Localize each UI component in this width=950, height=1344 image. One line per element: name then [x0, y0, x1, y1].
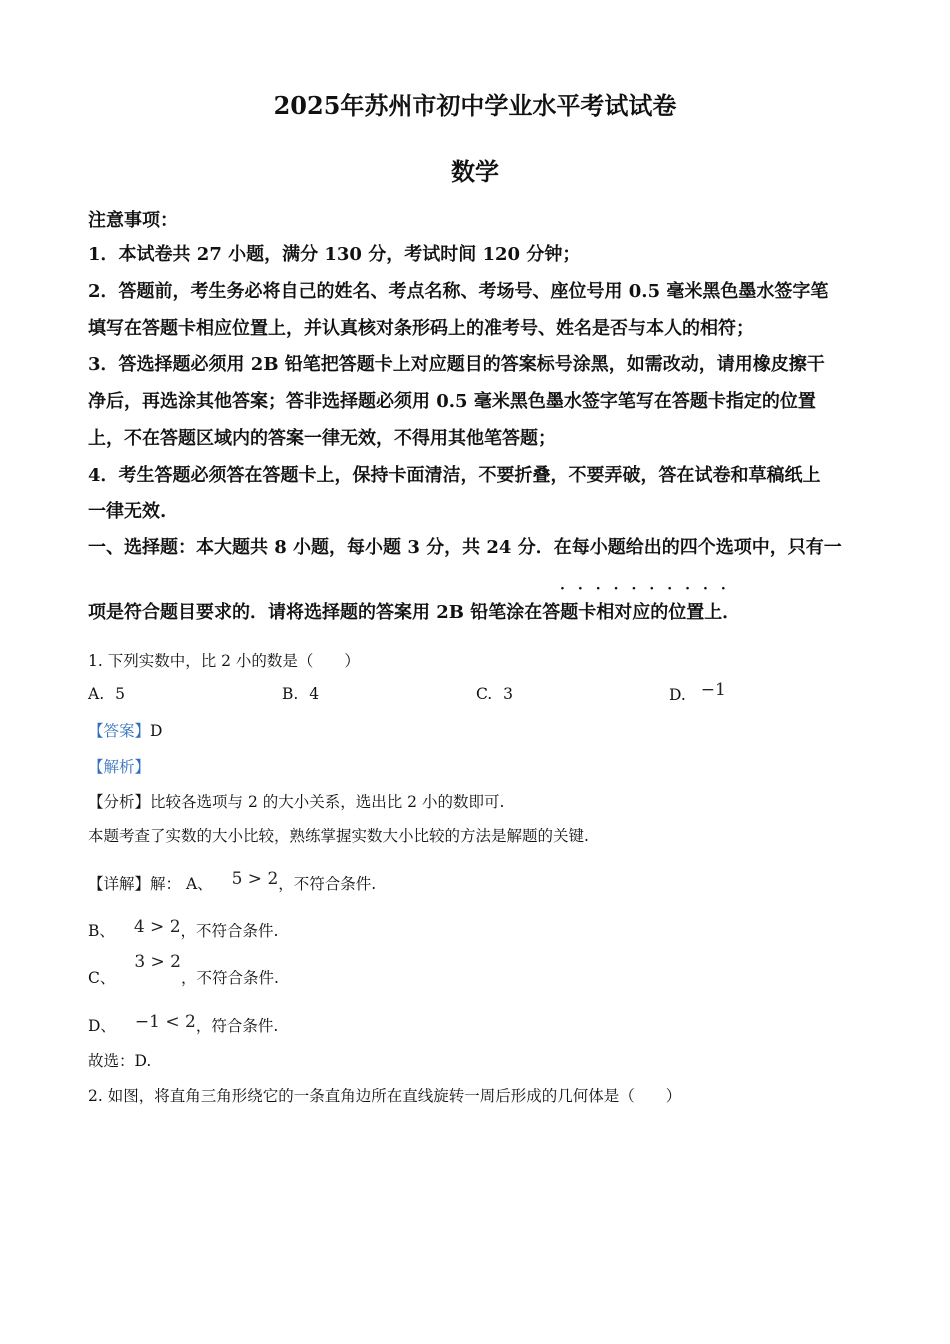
- detail-prefix: C、: [88, 969, 116, 987]
- notice-line: 2．答题前，考生务必将自己的姓名、考点名称、考场号、座位号用 0.5 毫米黑色墨水签字笔: [88, 281, 829, 302]
- detail-result: ，不符合条件.: [278, 875, 377, 893]
- detail-line: [88, 952, 279, 988]
- option-d: [669, 680, 726, 705]
- detail-tag: 【详解】: [88, 875, 151, 893]
- detail-line: [88, 869, 377, 894]
- option-value: 5: [115, 685, 125, 703]
- option-c: [476, 685, 513, 703]
- notice-line: 填写在答题卡相应位置上，并认真核对条形码上的准考号、姓名是否与本人的相符；: [88, 318, 754, 339]
- fenxi-text: 比较各选项与 2 的大小关系，选出比 2 小的数即可.: [150, 793, 505, 811]
- emphasis-dots: ··········: [560, 581, 739, 597]
- section-heading-line: 一、选择题：本大题共 8 小题，每小题 3 分，共 24 分．在每小题给出的四个选项中，只有一: [88, 537, 842, 558]
- math-expression: 4 > 2: [133, 917, 181, 937]
- notice-line: 净后，再选涂其他答案；答非选择题必须用 0.5 毫米黑色墨水签字笔写在答题卡指定的位置: [88, 391, 816, 412]
- math-expression: 3 > 2: [134, 952, 181, 972]
- option-label: B.: [282, 685, 299, 703]
- option-b: [282, 685, 319, 703]
- notice-line: 上，不在答题区域内的答案一律无效，不得用其他笔答题；: [88, 428, 556, 449]
- summary-text: 本题考查了实数的大小比较，熟练掌握实数大小比较的方法是解题的关键.: [88, 827, 589, 845]
- option-label: A.: [88, 685, 105, 703]
- notice-line: 1．本试卷共 27 小题，满分 130 分，考试时间 120 分钟；: [88, 244, 581, 265]
- analysis-tag: 【解析】: [88, 758, 151, 776]
- question-stem: 2. 如图，将直角三角形绕它的一条直角边所在直线旋转一周后形成的几何体是（ ）: [88, 1087, 682, 1105]
- answer-tag: 【答案】: [88, 722, 151, 740]
- conclusion-text: 故选：D.: [88, 1052, 152, 1070]
- fenxi-tag: 【分析】: [88, 793, 151, 811]
- detail-line: [88, 919, 278, 941]
- fenxi-line: [88, 790, 504, 812]
- answer-line: [88, 719, 162, 741]
- detail-intro: 解： A、: [150, 875, 213, 893]
- option-label: D.: [669, 686, 686, 704]
- section-heading-line: 项是符合题目要求的．请将选择题的答案用 2B 铅笔涂在答题卡相对应的位置上．: [88, 602, 741, 623]
- page-title: 2025年苏州市初中学业水平考试试卷: [273, 91, 677, 120]
- detail-result: ，不符合条件.: [180, 922, 279, 940]
- option-label: C.: [476, 685, 493, 703]
- detail-prefix: B、: [88, 922, 115, 940]
- option-a: [88, 685, 125, 703]
- subject-title: 数学: [451, 157, 499, 186]
- answer-value: D: [150, 722, 163, 740]
- option-value: 3: [503, 685, 514, 703]
- notice-heading: 注意事项：: [88, 210, 178, 231]
- notice-line: 4．考生答题必须答在答题卡上，保持卡面清洁，不要折叠，不要弄破，答在试卷和草稿纸上: [88, 465, 821, 486]
- detail-line: [88, 1014, 278, 1036]
- detail-result: ，符合条件.: [195, 1017, 279, 1035]
- question-stem: 1. 下列实数中，比 2 小的数是（ ）: [88, 652, 360, 670]
- detail-result: ，不符合条件.: [181, 969, 279, 987]
- math-expression: −1 < 2: [134, 1012, 196, 1032]
- detail-prefix: D、: [88, 1017, 116, 1035]
- option-value: 4: [309, 685, 320, 703]
- math-expression: 5 > 2: [231, 869, 279, 889]
- notice-line: 3．答选择题必须用 2B 铅笔把答题卡上对应题目的答案标号涂黑，如需改动，请用橡皮擦干: [88, 354, 825, 375]
- option-value: −1: [700, 680, 726, 700]
- notice-line: 一律无效.: [88, 501, 167, 522]
